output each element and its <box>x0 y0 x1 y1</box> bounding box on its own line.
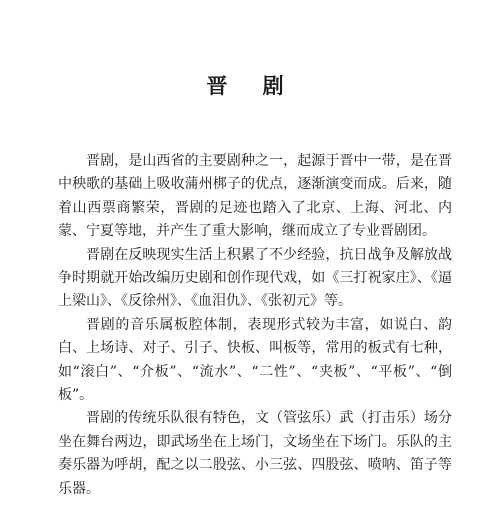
article-body <box>58 150 452 501</box>
page-title: 晋 剧 <box>206 73 298 98</box>
paragraph-origin: 晋剧，是山西省的主要剧种之一，起源于晋中一带，是在晋中秧歌的基础上吸收蒲州梆子的优点，逐渐演变而成。后来，随着山西票商繁荣，晋剧的足迹也踏入了北京、上海、河北、内蒙、宁夏等地，并产生了重大影响，继而成立了专业晋剧团。 <box>58 153 452 240</box>
paragraph-music: 晋剧的音乐属板腔体制，表现形式较为丰富，如说白、韵白、上场诗、对子、引子、快板、叫板等，常用的板式有七种，如“滚白”、“介板”、“流水”、“二性”、“夹板”、“平板”、“倒板”。 <box>58 316 452 404</box>
paragraph-repertoire: 晋剧在反映现实生活上积累了不少经验，抗日战争及解放战争时期就开始改编历史剧和创作现代戏，如《三打祝家庄》、《逼上梁山》、《反徐州》、《血泪仇》、《张初元》等。 <box>58 246 452 310</box>
paragraph-orchestra: 晋剧的传统乐队很有特色，文（管弦乐）武（打击乐）场分坐在舞台两边，即武场坐在上场门，文场坐在下场门。乐队的主奏乐器为呼胡，配之以二股弦、小三弦、四股弦、喷呐、笛子等乐器。 <box>58 410 452 497</box>
